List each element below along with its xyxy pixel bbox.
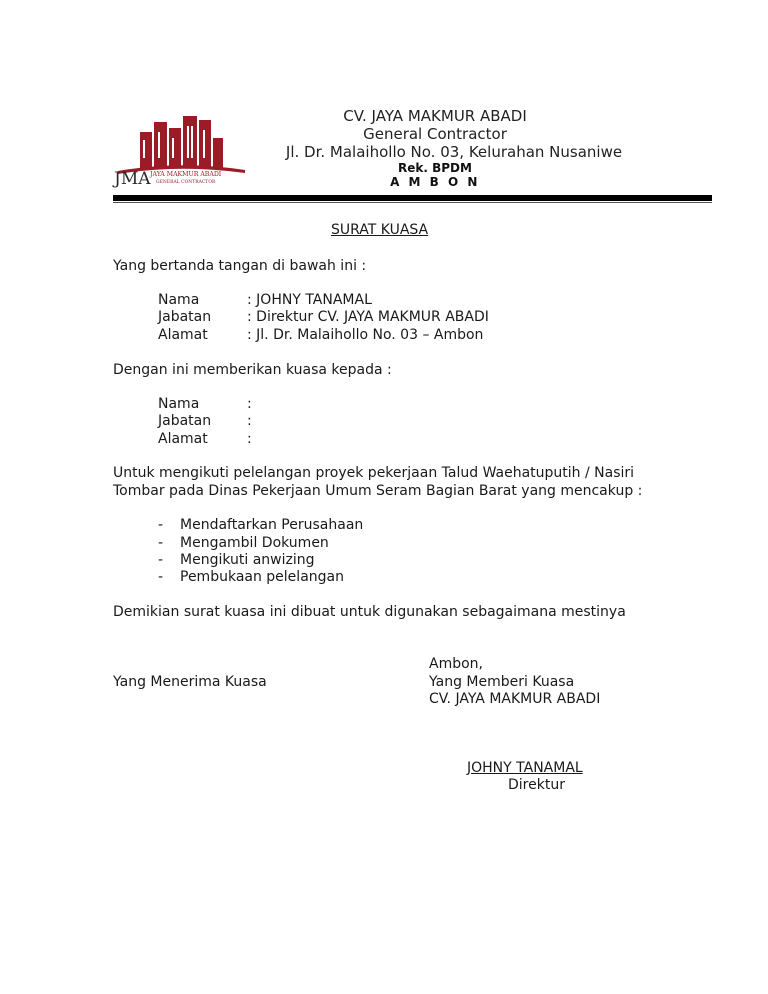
task-bullet: - (158, 552, 164, 568)
grantor-name-label: Nama (158, 292, 200, 308)
grantor-name-value: : JOHNY TANAMAL (247, 292, 372, 308)
grantee-name-label: Nama (158, 396, 200, 412)
grantee-address-label: Alamat (158, 431, 208, 447)
letterhead-divider (113, 195, 712, 201)
task-item: Mendaftarkan Perusahaan (180, 517, 364, 533)
company-business: General Contractor (363, 125, 507, 143)
company-logo (110, 108, 275, 190)
logo-name: JAYA MAKMUR ABADI (150, 171, 222, 178)
task-bullet: - (158, 569, 164, 585)
purpose-line-2: Tombar pada Dinas Pekerjaan Umum Seram Bagian Barat yang mencakup : (113, 483, 643, 499)
grantor-position-value: : Direktur CV. JAYA MAKMUR ABADI (247, 309, 489, 325)
grantee-name-value: : (247, 396, 252, 412)
task-bullet: - (158, 517, 164, 533)
company-name: CV. JAYA MAKMUR ABADI (343, 107, 527, 125)
receiver-label: Yang Menerima Kuasa (113, 674, 267, 690)
grantor-address-value: : Jl. Dr. Malaihollo No. 03 – Ambon (247, 327, 484, 343)
giver-company: CV. JAYA MAKMUR ABADI (429, 691, 601, 707)
grantee-position-value: : (247, 413, 252, 429)
company-address: Jl. Dr. Malaihollo No. 03, Kelurahan Nusaniwe (285, 143, 623, 161)
task-bullet: - (158, 535, 164, 551)
intro-text: Yang bertanda tangan di bawah ini : (113, 258, 367, 274)
company-city: A M B O N (390, 175, 480, 189)
grantee-address-value: : (247, 431, 252, 447)
grantee-position-label: Jabatan (158, 413, 212, 429)
task-item: Pembukaan pelelangan (180, 569, 344, 585)
bank-account: Rek. BPDM (398, 161, 472, 175)
signature-place: Ambon, (429, 656, 483, 672)
purpose-line-1: Untuk mengikuti pelelangan proyek pekerjaan Talud Waehatuputih / Nasiri (113, 465, 635, 481)
grantor-position-label: Jabatan (158, 309, 212, 325)
grantor-address-label: Alamat (158, 327, 208, 343)
document-title: SURAT KUASA (331, 222, 429, 238)
letterhead-divider-thin (113, 202, 712, 203)
logo-initials: JMA (114, 169, 151, 189)
logo-subtitle: GENERAL CONTRACTOR (156, 180, 216, 185)
grant-intro-text: Dengan ini memberikan kuasa kepada : (113, 362, 392, 378)
task-item: Mengikuti anwizing (180, 552, 315, 568)
giver-title: Direktur (508, 777, 565, 793)
task-item: Mengambil Dokumen (180, 535, 329, 551)
closing-text: Demikian surat kuasa ini dibuat untuk digunakan sebagaimana mestinya (113, 604, 626, 620)
giver-name: JOHNY TANAMAL (467, 760, 583, 776)
giver-label: Yang Memberi Kuasa (429, 674, 575, 690)
